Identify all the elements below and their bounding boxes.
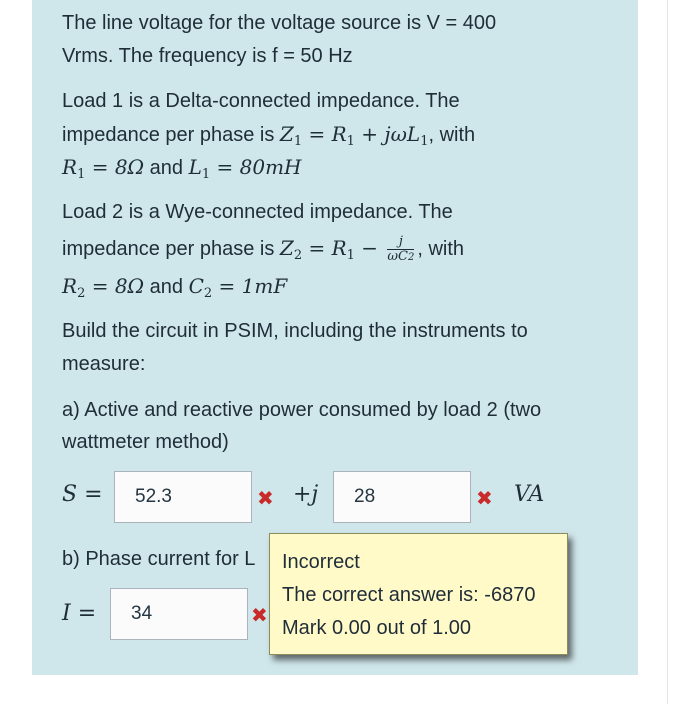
part-b-line-1: b) Phase current for L [62,548,256,570]
build-line-1: Build the circuit in PSIM, including the instruments to [62,320,528,342]
load2-line-2: impedance per phase is $Z_2 = R_1$ − $\frac{j}{\omega C2}$ , with [62,233,465,264]
unit-label: VA [514,482,545,507]
load1-line-1: Load 1 is a Delta-connected impedance. The [62,90,460,112]
feedback-status: Incorrect [282,551,360,573]
s-imag-input[interactable]: 28 [333,471,471,523]
load1-impedance-text: impedance per phase is [62,124,280,146]
feedback-correct-answer: The correct answer is: -6870 [282,584,536,606]
load2-fraction: $\frac{j}{\omega C2}$ [387,233,415,264]
incorrect-x-icon[interactable]: ✖ [251,603,268,627]
load2-impedance-formula: $Z_2 = R_1$ − $\frac{j}{\omega C2}$ [279,233,415,264]
load2-line-1: Load 2 is a Wye-connected impedance. The [62,201,453,223]
part-a-line-2: wattmeter method) [62,431,229,453]
incorrect-x-icon: ✖ [257,486,274,510]
incorrect-x-icon: ✖ [476,486,493,510]
load1-with-text: , with [428,124,476,146]
feedback-mark: Mark 0.00 out of 1.00 [282,617,472,639]
intro-line-2: Vrms. The frequency is f = 50 Hz [62,45,353,67]
load2-line-3: $R_2 = 8\Omega$ and $C_2 = 1mF$ [62,274,288,301]
i-label: I = [62,601,97,626]
load1-r1-value: $R_1 = 8\Omega$ [62,155,145,182]
load1-l1-value: $L_1 = 80mH$ [188,155,302,182]
i-input[interactable]: 34 [110,588,248,640]
s-real-input[interactable]: 52.3 [114,471,252,523]
feedback-tooltip [269,533,568,655]
load1-line-3: $R_1 = 8\Omega$ and $L_1 = 80mH$ [62,155,302,182]
build-line-2: measure: [62,353,146,375]
intro-line-1: The line voltage for the voltage source is V = 400 [62,12,497,34]
plus-j-label: +j [293,482,319,507]
s-label: S = [62,482,103,507]
load2-c2-value: $C_2 = 1mF$ [188,274,288,301]
load2-r2-value: $R_2 = 8\Omega$ [62,274,145,301]
part-a-line-1: a) Active and reactive power consumed by load 2 (two [62,399,542,421]
page-edge-divider [667,0,668,704]
load1-impedance-formula: $Z_1 = R_1 + j\omega L_1$ [279,122,429,149]
